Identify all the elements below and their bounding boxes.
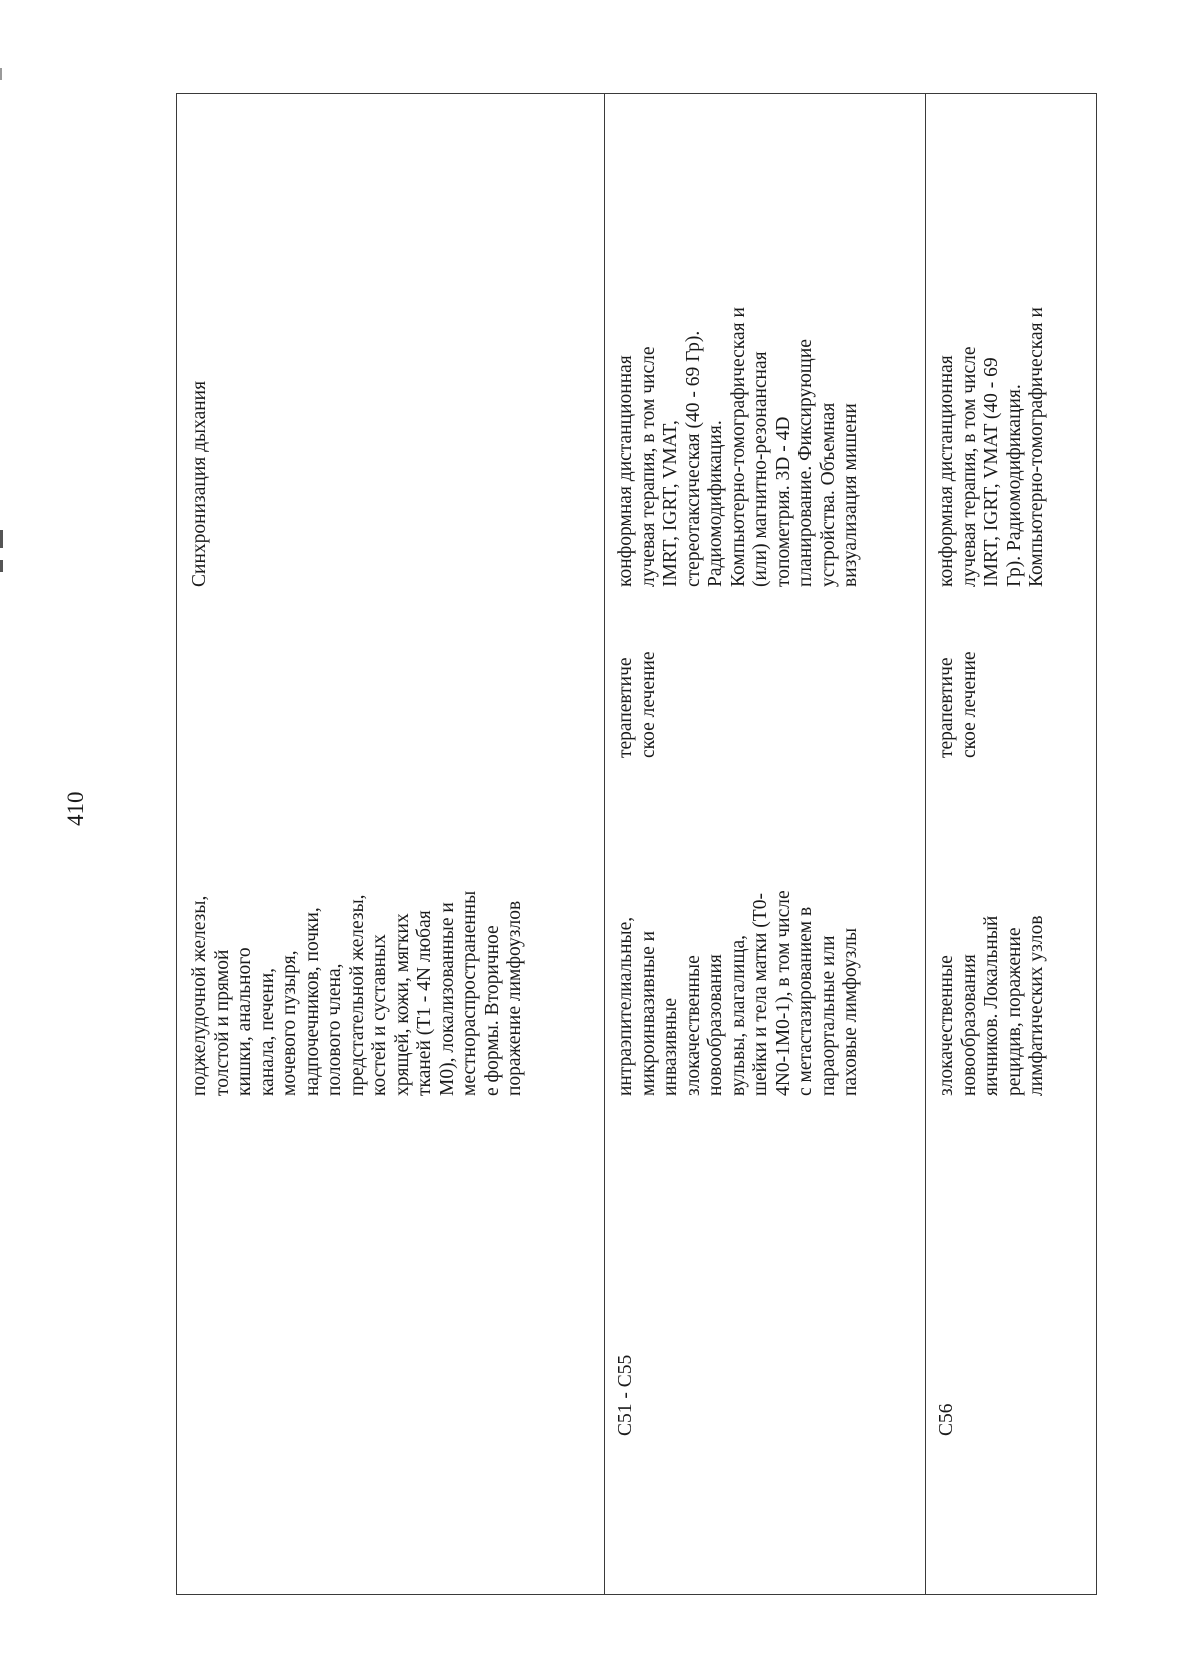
- text-line: терапевтиче: [615, 657, 636, 758]
- text-line: новообразования: [958, 954, 980, 1096]
- text-line: канала, печени,: [256, 967, 278, 1096]
- text-line: топометрия. 3D - 4D: [772, 416, 794, 587]
- text-line: IMRT, IGRT, VMAT (40 - 69: [981, 357, 1002, 587]
- text-line: кишки, анального: [234, 947, 255, 1096]
- text-line: визуализация мишени: [840, 403, 861, 587]
- text-line: ское лечение: [958, 651, 980, 758]
- row-divider: [604, 94, 605, 1594]
- text-line: IMRT, IGRT, VMAT,: [660, 420, 681, 587]
- text-line: предстательной железы,: [346, 894, 368, 1096]
- text-line: паховые лимфоузлы: [840, 927, 861, 1096]
- text-line: е формы. Вторичное: [481, 925, 503, 1096]
- row1-method-cell: [189, 381, 212, 587]
- scan-edge-mark: [0, 560, 3, 572]
- text-line: тканей (Т1 - 4N любая: [414, 910, 435, 1096]
- text-line: толстой и прямой: [211, 949, 233, 1096]
- text-line: 4N0-1M0-1), в том числе: [772, 890, 794, 1096]
- text-line: мочевого пузыря,: [279, 950, 300, 1096]
- scan-edge-mark: [0, 530, 3, 548]
- row2-diagnosis-cell: [615, 890, 863, 1096]
- text-line: с метастазированием в: [795, 906, 816, 1096]
- text-line: терапевтиче: [936, 657, 957, 758]
- text-line: лучевая терапия, в том числе: [958, 346, 980, 587]
- text-line: микроинвазивные и: [637, 930, 659, 1096]
- row1-diagnosis-cell: [189, 891, 527, 1096]
- text-line: устройства. Объемная: [817, 402, 839, 587]
- text-line: параортальные или: [817, 935, 839, 1096]
- text-line: конформная дистанционная: [615, 355, 636, 587]
- text-line: костей и суставных: [369, 934, 390, 1096]
- page-number: 410: [63, 791, 88, 826]
- text-line: стереотаксическая (40 - 69 Гр).: [682, 330, 704, 587]
- text-line: надпочечников, почки,: [301, 907, 323, 1096]
- text-line: вульвы, влагалища,: [727, 935, 749, 1096]
- text-line: злокачественные: [936, 955, 957, 1096]
- text-line: полового члена,: [324, 963, 345, 1096]
- text-line: поджелудочной железы,: [189, 895, 210, 1096]
- row3-code-cell: C56: [936, 1403, 957, 1436]
- text-line: местнораспространенны: [459, 890, 480, 1096]
- text-line: M0), локализованные и: [436, 902, 458, 1096]
- text-line: Гр). Радиомодификация.: [1003, 384, 1025, 587]
- row2-treatment-type-cell: [615, 651, 660, 758]
- text-line: поражение лимфоузлов: [504, 900, 525, 1096]
- row3-diagnosis-cell: [936, 915, 1049, 1096]
- text-line: инвазивные: [660, 997, 681, 1096]
- text-line: злокачественные: [682, 955, 704, 1096]
- row2-method-cell: [615, 307, 863, 587]
- text-line: (или) магнитно-резонансная: [750, 351, 771, 587]
- text-line: шейки и тела матки (Т0-: [750, 893, 771, 1096]
- text-line: лучевая терапия, в том числе: [637, 346, 659, 587]
- text-line: Компьютерно-томографическая и: [727, 307, 749, 587]
- row-divider: [925, 94, 926, 1594]
- text-line: ское лечение: [637, 651, 659, 758]
- text-line: конформная дистанционная: [936, 355, 957, 587]
- row3-treatment-type-cell: [936, 651, 981, 758]
- medical-care-table: [176, 93, 1097, 1595]
- text-line: Синхронизация дыхания: [189, 380, 210, 587]
- text-line: рецидив, поражение: [1003, 927, 1025, 1096]
- text-line: интраэпителиальные,: [615, 916, 636, 1096]
- text-line: Радиомодификация.: [705, 420, 726, 587]
- text-line: Компьютерно-томографическая и: [1026, 307, 1047, 587]
- row2-code-cell: C51 - C55: [615, 1354, 636, 1436]
- text-line: яичников. Локальный: [981, 915, 1002, 1096]
- row3-method-cell: [936, 307, 1049, 587]
- text-line: планирование. Фиксирующие: [795, 339, 816, 587]
- text-line: лимфатических узлов: [1026, 915, 1047, 1096]
- text-line: новообразования: [705, 954, 726, 1096]
- scan-edge-mark: [0, 68, 2, 80]
- text-line: хрящей, кожи, мягких: [391, 913, 413, 1096]
